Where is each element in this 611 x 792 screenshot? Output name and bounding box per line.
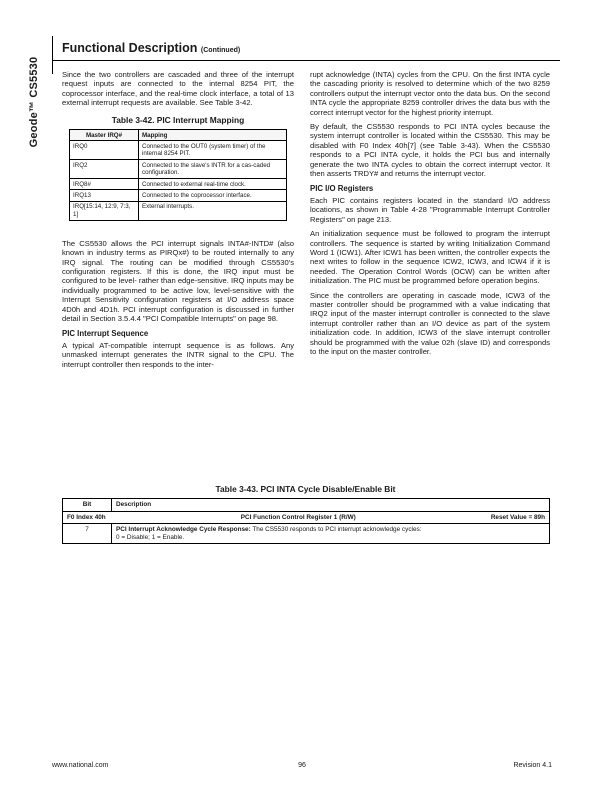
table-row: [70, 141, 287, 160]
bit-desc-text: The CS5530 responds to PCI interrupt acknowledge cycles:: [250, 526, 422, 534]
interrupt-sequence-paragraph: A typical AT-compatible interrupt sequence is as follows. Any unmasked interrupt generates the INTR signal to the CPU. The interrupt controller then responds to the inter-: [62, 340, 294, 369]
cascade-mode-paragraph: Since the controllers are operating in cascade mode, ICW3 of the master controller should be programmed with a value indicating that IRQ2 input of the master interrupt controller is connected to the slave interrupt controller rather than an I/O device as part of the system initialization code. In addition, ICW3 of the slave interrupt controller should be programmed with the value 02h (slave ID) and corresponds to the input on the master controller.: [310, 290, 550, 356]
irq-cell: IRQ[15:14, 12:9, 7:3, 1]: [70, 201, 139, 220]
mapping-cell: Connected to the coprocessor interface.: [139, 190, 287, 201]
bit-description: [112, 524, 550, 544]
column-header: Bit: [63, 499, 112, 512]
inta-cycle-paragraph: rupt acknowledge (INTA) cycles from the CPU. On the first INTA cycle the cascading priority is resolved to determine which of the two 8259 controllers output the interrupt vector onto the data bus. On the second INTA cycle the appropriate 8259 controller drives the data bus with the correct interrupt vector for the highest priority interrupt.: [310, 70, 550, 117]
column-header: Description: [112, 499, 550, 512]
section-title-text: Functional Description: [62, 41, 198, 55]
irq-cell: IRQ2: [70, 160, 139, 179]
table-row: [70, 179, 287, 190]
initialization-paragraph: An initialization sequence must be followed to program the interrupt controllers. The sequence is started by writing Initialization Command Word 1 (ICW1). After ICW1 has been written, the controller expects the next writes to follow in the sequence ICW2, ICW3, and ICW4 if it is needed. The Operation Control Words (OCW) can be written after initialization. The PIC must be programmed before operation begins.: [310, 229, 550, 286]
pci-routing-paragraph: The CS5530 allows the PCI interrupt signals INTA#-INTD# (also known in industry terms as PIRQx#) to be routed internally to any IRQ signal. The routing can be modified through CS5530's configuration registers. If this is done, the IRQ input must be configured to be level- rather than edge-sensitive. IRQ inputs may be individually programmed to be active low, level-sensitive with the Interrupt Sensitivity configuration registers at I/O address space 4D0h and 4D1h. PCI interrupt configuration is discussed in further detail in Section 3.5.4.4 "PCI Compatible Interrupts" on page 98.: [62, 238, 294, 323]
irq-cell: IRQ0: [70, 141, 139, 160]
header-rule-vertical: [52, 36, 53, 74]
section-title-continued: (Continued): [200, 47, 241, 54]
table-3-42-caption: Table 3-42. PIC Interrupt Mapping: [111, 114, 245, 125]
register-reset-value: Reset Value = 89h: [490, 513, 545, 521]
bit-values: 0 = Disable; 1 = Enable.: [116, 533, 185, 541]
footer-revision: Revision 4.1: [513, 762, 552, 769]
subhead-io-registers: PIC I/O Registers: [310, 184, 374, 194]
table-row: [70, 190, 287, 201]
mapping-cell: Connected to the OUT0 (system timer) of the internal 8254 PIT.: [139, 141, 287, 160]
column-header: Mapping: [139, 130, 287, 141]
mapping-cell: Connected to external real-time clock.: [139, 179, 287, 190]
default-response-paragraph: By default, the CS5530 responds to PCI INTA cycles because the system interrupt controller is located within the CS5530. This may be disabled with F0 Index 40h[7] (see Table 3-43). When the CS5530 responds to a PCI INTA cycle, it holds the PCI bus and internally generate the two INTA cycles to obtain the correct interrupt vector. It then asserts TRDY# and returns the interrupt vector.: [310, 122, 550, 179]
intro-paragraph: Since the two controllers are cascaded and three of the interrupt request inputs are connected to the internal 8254 PIT, the coprocessor interface, and the real-time clock interface, a total of 13 external interrupt requests are available. See Table 3-42.: [62, 70, 294, 108]
mapping-cell: Connected to the slave's INTR for a cas-caded configuration.: [139, 160, 287, 179]
table-row: [63, 524, 550, 544]
table-row: [70, 201, 287, 220]
footer-website[interactable]: www.national.com: [52, 762, 109, 769]
irq-cell: IRQ13: [70, 190, 139, 201]
bit-title: PCI Interrupt Acknowledge Cycle Response:: [116, 526, 251, 534]
footer-page-number: 96: [298, 762, 306, 769]
pci-inta-bit-table: [62, 498, 550, 544]
table-header-row: [70, 130, 287, 141]
product-side-tab: [22, 48, 46, 156]
table-header-row: [63, 499, 550, 512]
header-rule-horizontal: [52, 60, 560, 61]
register-index: F0 Index 40h: [67, 513, 106, 521]
io-registers-paragraph: Each PIC contains registers located in the standard I/O address locations, as shown in Table 4-28 "Programmable Interrupt Controller Registers" on page 213.: [310, 195, 550, 224]
irq-cell: IRQ8#: [70, 179, 139, 190]
mapping-cell: External interrupts.: [139, 201, 287, 220]
subhead-interrupt-sequence: PIC Interrupt Sequence: [62, 329, 149, 339]
bit-number: 7: [63, 524, 112, 544]
table-3-43-caption: Table 3-43. PCI INTA Cycle Disable/Enable Bit: [215, 484, 396, 494]
right-column: [310, 70, 550, 361]
product-name: Geode™ CS5530: [28, 56, 40, 148]
pic-interrupt-mapping-table: [69, 129, 287, 221]
table-row: [70, 160, 287, 179]
section-title: [62, 41, 240, 55]
left-column: [62, 70, 294, 374]
register-name: PCI Function Control Register 1 (R/W): [240, 513, 356, 521]
column-header: Master IRQ#: [70, 130, 139, 141]
register-header-row: [63, 511, 550, 524]
